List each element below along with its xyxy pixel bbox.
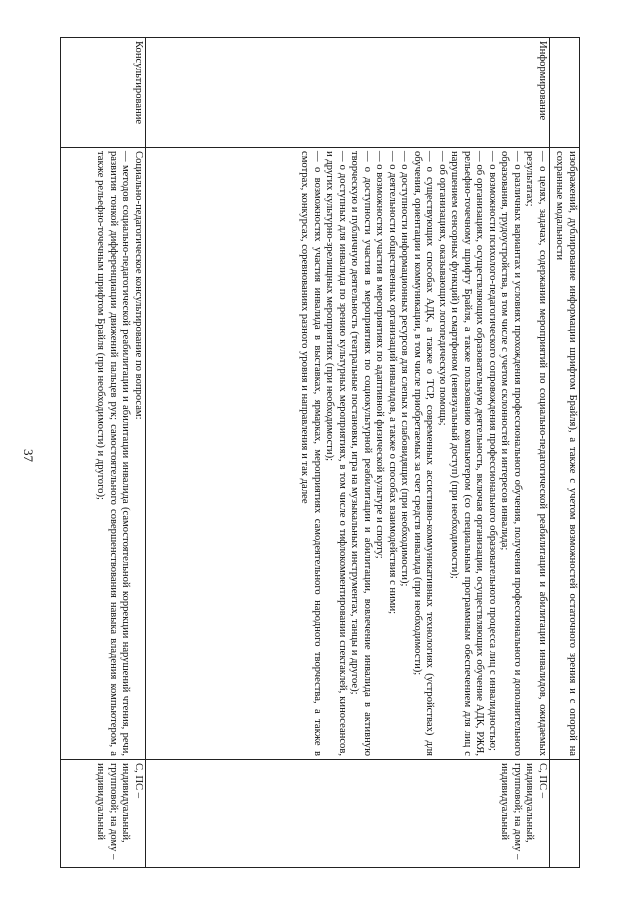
content-item: — о целях, задачах, содержании мероприятий по социально-педагогической реабилитации и абилитации инвалидов, ожидаемых результатах; bbox=[524, 151, 548, 756]
table-row bbox=[145, 38, 549, 868]
content-item: — о доступных для инвалида по зрению культурных мероприятиях, в том числе о тифлокомментировании спектаклей, киносеансов, и других культурно-зрелищных мероприятиях (при необходимости); bbox=[324, 151, 348, 756]
content-item: — о существующих способах АДК, а также о ТСР, современных ассистивно-коммуникативных технологиях (устройствах) для обучения, ориентации и коммуникации, в том числе приобретаемых за счет средств инвалида (при необходимости); bbox=[412, 151, 436, 756]
page-number: 37 bbox=[21, 449, 36, 462]
format-cell: С, ПС – индивидуальный, групповой; на дому – индивидуальный bbox=[61, 760, 146, 868]
content-item: — о различных вариантах и условиях прохождения профессионального обучения, получения профессионального и дополнительного образования, трудоустройства, в том числе с учетом склонностей и интересов инвалида; bbox=[499, 151, 523, 756]
content-item: — о возможностях участия в мероприятиях по адаптивной физической культуре и спорту; bbox=[374, 151, 386, 559]
content-item: — о возможности психолого-педагогического сопровождения профессионального образовательного процесса лиц с инвалидностью; bbox=[487, 151, 498, 751]
activity-label-cell bbox=[550, 38, 580, 148]
activity-label-cell: Консультирование bbox=[61, 38, 146, 148]
activity-label-cell: Информирование bbox=[145, 38, 549, 148]
content-item: — о деятельности общественных организаций инвалидов, а также о способах взаимодействия с ними; bbox=[387, 151, 398, 615]
content-item: — методов социально-педагогической реабилитации и абилитации инвалида (самостоятельной коррекции нарушений чтения, речи, развития тонкой дифференциации движений пальцев рук; самостоятельного совершенствования навыка владения компьютером, а также рельефно-точечным шрифтом Брайля (при необходимости) и другого); bbox=[95, 151, 132, 756]
table-row bbox=[550, 38, 580, 868]
format-cell bbox=[550, 760, 580, 868]
content-item: — о доступности информационных ресурсов для слепых и слабовидящих (при необходимости); bbox=[399, 151, 411, 587]
rehabilitation-table bbox=[60, 37, 580, 868]
table-row bbox=[61, 38, 146, 868]
content-cell bbox=[145, 148, 549, 760]
content-cell bbox=[61, 148, 146, 760]
content-item: — о возможностях участия инвалида в выставках, ярмарках, мероприятиях самодеятельного народного творчества, а также в смотрах, конкурсах, соревнованиях разного уровня и направления и так далее bbox=[299, 151, 323, 756]
content-item: — об организациях, оказывающих логопедическую помощь; bbox=[437, 151, 448, 426]
format-cell: С, ПС – индивидуальный, групповой; на дому – индивидуальный bbox=[145, 760, 549, 868]
rotated-page bbox=[60, 37, 580, 867]
content-item: Социально-педагогическое консультирование по вопросам: bbox=[132, 151, 144, 420]
content-cell bbox=[550, 148, 580, 760]
content-item: — о доступности участия в мероприятиях по социокультурной реабилитации и абилитации, вовлечение инвалида в активную творческую и публичную деятельность (театральные постановки, игра на музыкальных инструментах, танцы и другое); bbox=[349, 151, 373, 756]
content-paragraph: изображений, дублирование информации шрифтом Брайля), а также с учетом возможностей остаточного зрения и с опорой на сохранные модальности bbox=[554, 151, 578, 756]
content-item: — об организациях, осуществляющих образовательную деятельность, включая организации, осуществляющих обучение АДК, РЖЯ, рельефно-точечному шрифту Брайля, а также пользованию компьютером (со специальным программным обеспечением для лиц с нарушением сенсорных функций) и смартфоном (невизуальный доступ) (при необходимости); bbox=[449, 151, 486, 756]
